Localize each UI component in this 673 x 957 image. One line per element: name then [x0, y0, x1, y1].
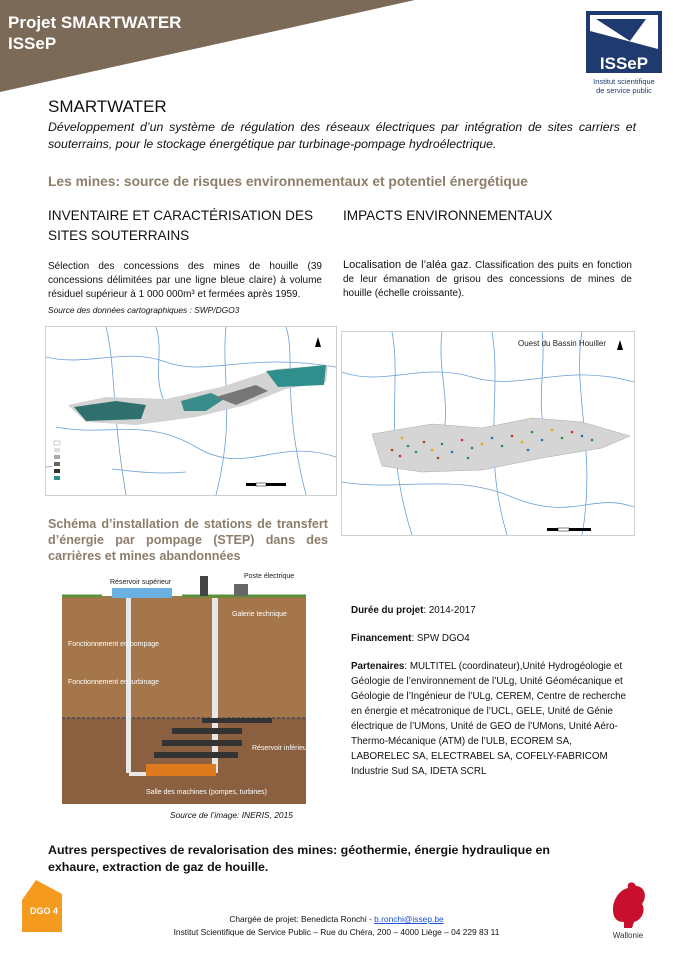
- part-label: Partenaires: [351, 661, 405, 672]
- right-text-lead: Localisation de l’aléa gaz.: [343, 259, 472, 271]
- fin-label: Financement: [351, 633, 412, 644]
- label-poste: Poste électrique: [244, 573, 295, 580]
- dgo4-logo: [22, 880, 62, 932]
- wallonie-text: Wallonie: [612, 931, 644, 940]
- label-salle: Salle des machines (pompes, turbines): [146, 789, 268, 796]
- dgo-text: DGO 4: [29, 906, 59, 916]
- page-subtitle: Développement d’un système de régulation des réseaux électriques par intégration de sites carriers et souterrains, pour le stockage énergétique par turbinage-pompage hydroélectrique.: [48, 120, 636, 151]
- logo-sub2: de service public: [596, 86, 652, 95]
- logo-text: ISSeP: [599, 54, 649, 73]
- label-reservoir-inf: Réservoir inférieur: [252, 745, 306, 752]
- right-text: Classification des puits en fonction de leur émanation de grisou des concessions de mines de houille (échelle croissante).: [343, 260, 632, 299]
- fin-value: : SPW DGO4: [411, 633, 470, 644]
- schema-title: Schéma d’installation de stations de transfert d’énergie par pompage (STEP) dans des carrières et mines abandonnées: [48, 517, 328, 563]
- info-duree: [351, 603, 476, 618]
- wallonie-logo: [606, 880, 650, 940]
- label-reservoir-sup: Réservoir supérieur: [110, 579, 172, 586]
- duree-label: Durée du projet: [351, 605, 424, 616]
- logo-sub1: Institut scientifique: [593, 77, 655, 86]
- map-label: Ouest du Bassin Houiller: [518, 339, 607, 348]
- map-grisou: [341, 331, 635, 536]
- footer-charge: Chargée de projet: Benedicta Ronchi -: [229, 914, 375, 924]
- perspectives: Autres perspectives de revalorisation des mines: géothermie, énergie hydraulique en exhaure, extraction de gaz de houille.: [48, 843, 550, 874]
- part-value: : MULTITEL (coordinateur),Unité Hydrogéologie et Géologie de l’environnement de l’ULg, Unité Géomécanique et Géologie de l’Ingénieur de l’ULg, CEREM, Centre de recherche en énergie et mécatronique de l’UCL, GELE, Unité de Génie électrique de l’UMons, Unité de GEO de l’UMons, Unité Aéro-Thermo-Mécanique (ATM) de l’ULB, ECOREM SA, LABORELEC SA, ELECTRABEL SA, COFELY-FABRICOM Industrie Sud SA, IDETA SCRL: [351, 661, 627, 777]
- header-title: [8, 12, 181, 54]
- header-line1: Projet SMARTWATER: [8, 13, 182, 32]
- header-line2: ISSeP: [8, 34, 57, 53]
- map-concessions: [45, 326, 337, 496]
- label-galerie: Galerie technique: [232, 611, 287, 618]
- left-heading: INVENTAIRE ET CARACTÉRISATION DES SITES SOUTERRAINS: [48, 208, 314, 243]
- info-financement: [351, 631, 470, 646]
- footer-email-link[interactable]: b.ronchi@issep.be: [374, 914, 444, 924]
- label-turbinage: Fonctionnement en turbinage: [68, 679, 160, 686]
- page-title: SMARTWATER: [48, 97, 167, 116]
- info-partenaires: [351, 659, 633, 779]
- footer-address: Institut Scientifique de Service Public – Rue du Chéra, 200 – 4000 Liège – 04 229 83 11: [173, 927, 500, 937]
- duree-value: : 2014-2017: [423, 605, 476, 616]
- issep-logo: [586, 11, 662, 107]
- schema-source: Source de l’image: INERIS, 2015: [170, 810, 293, 820]
- label-pompage: Fonctionnement en pompage: [68, 641, 160, 648]
- right-heading: IMPACTS ENVIRONNEMENTAUX: [343, 208, 553, 223]
- left-text: Sélection des concessions des mines de houille (39 concessions délimitées par une ligne bleue claire) à volume résiduel supérieur à 1 000 000m³ et fermées après 1959.: [48, 261, 322, 300]
- left-source: Source des données cartographiques : SWP/DGO3: [48, 305, 240, 315]
- section-title: Les mines: source de risques environnementaux et potentiel énergétique: [48, 174, 528, 189]
- footer-line1: [0, 914, 673, 924]
- step-diagram: [62, 568, 306, 804]
